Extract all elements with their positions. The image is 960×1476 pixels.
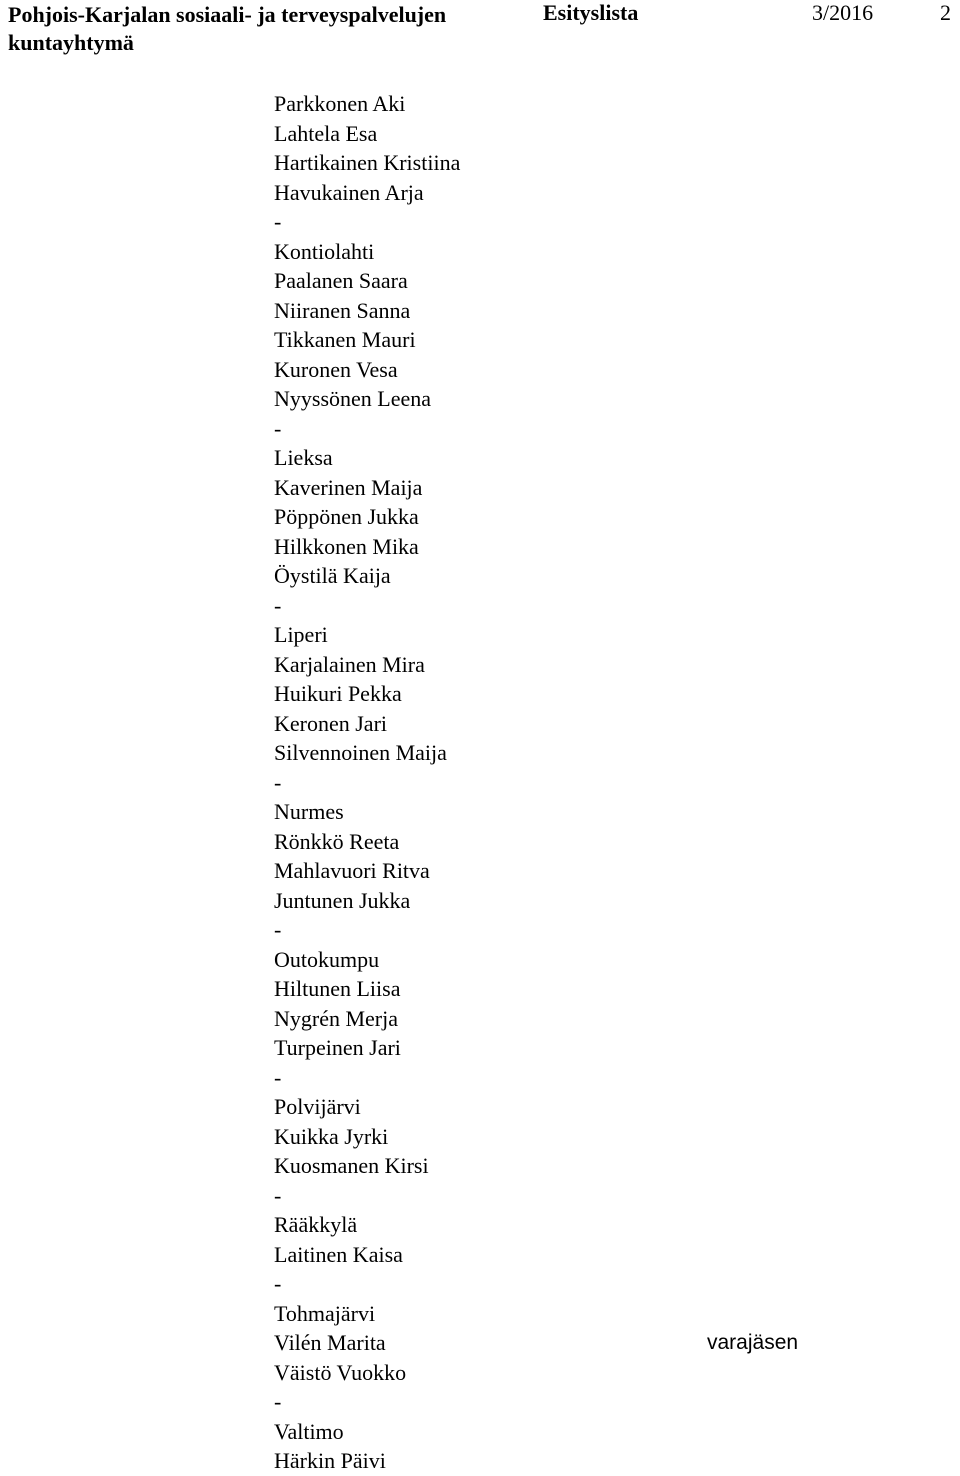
list-item-text: Lahtela Esa [274,120,378,146]
list-item-text: - [274,1271,282,1296]
list-item-text: Paalanen Saara [274,268,408,293]
list-item [274,1210,934,1240]
list-item [274,856,934,886]
list-item-text: - [274,917,282,942]
list-item [274,945,934,975]
list-item [274,1092,934,1122]
list-item [274,443,934,473]
list-item-text: Turpeinen Jari [274,1035,401,1060]
list-item-text: Huikuri Pekka [274,681,402,706]
list-item [274,1328,934,1358]
list-item [274,266,934,296]
list-item [274,650,934,680]
list-item-text: Kontiolahti [274,238,375,264]
list-item [274,325,934,355]
list-item-text: Väistö Vuokko [274,1359,407,1385]
list-item-text: Nurmes [274,799,344,824]
list-item-text: Pöppönen Jukka [274,504,419,529]
list-item-text: - [274,415,282,441]
list-item [274,414,934,444]
list-item [274,355,934,385]
list-item [274,207,934,237]
list-item [274,1122,934,1152]
list-item-text: - [274,1182,282,1208]
list-item-text: Kuronen Vesa [274,356,398,382]
list-item-text: Karjalainen Mira [274,651,425,677]
list-item-text: Valtimo [274,1418,344,1444]
list-item [274,709,934,739]
list-item [274,561,934,591]
list-item-text: - [274,1064,282,1090]
list-item-text: Hartikainen Kristiina [274,150,461,175]
list-item [274,591,934,621]
list-item-text: Kuosmanen Kirsi [274,1153,429,1178]
page-header [0,0,960,60]
list-item-text: - [274,592,282,618]
list-item-text: Hiltunen Liisa [274,976,401,1001]
list-item-text: Lieksa [274,445,333,470]
list-item-text: Hilkkonen Mika [274,533,419,559]
list-item [274,1063,934,1093]
list-item [274,473,934,503]
list-item [274,89,934,119]
list-item-text: Tikkanen Mauri [274,327,416,352]
list-item [274,119,934,149]
document-number: 3/2016 [812,0,874,25]
list-item-text: Silvennoinen Maija [274,740,447,765]
list-item [274,1004,934,1034]
list-item [274,738,934,768]
list-item [274,1269,934,1299]
list-item [274,532,934,562]
list-item [274,1299,934,1329]
list-item [274,1181,934,1211]
list-item [274,886,934,916]
list-item [274,1417,934,1447]
member-list [274,89,934,1476]
list-item [274,827,934,857]
list-item-text: Kaverinen Maija [274,474,423,500]
list-item [274,768,934,798]
list-item [274,1033,934,1063]
list-item-text: Rääkkylä [274,1212,358,1237]
list-item-text: - [274,209,282,234]
list-item-text: Vilén Marita [274,1330,386,1355]
list-item-text: Nygrén Merja [274,1005,399,1031]
list-item-text: Laitinen Kaisa [274,1241,403,1267]
list-item-text: Outokumpu [274,946,380,972]
list-item-text: Parkkonen Aki [274,91,406,116]
page-number: 2 [940,0,951,25]
list-item-text: - [274,769,282,795]
list-item [274,502,934,532]
list-item [274,1151,934,1181]
list-item [274,1387,934,1417]
list-item-text: Liperi [274,622,328,647]
list-item [274,1358,934,1388]
list-item-text: Juntunen Jukka [274,887,411,913]
list-item [274,178,934,208]
member-role: varajäsen [707,1331,799,1354]
list-item-text: Öystilä Kaija [274,563,391,588]
document-type: Esityslista [543,0,639,25]
list-item [274,915,934,945]
list-item-text: Keronen Jari [274,710,388,736]
list-item-text: Rönkkö Reeta [274,828,400,854]
list-item-text: Havukainen Arja [274,179,424,205]
list-item [274,797,934,827]
list-item [274,384,934,414]
list-item-text: - [274,1389,282,1414]
organization-name: Pohjois-Karjalan sosiaali- ja terveyspalvelujen kuntayhtymä [8,2,447,55]
list-item-text: Niiranen Sanna [274,297,411,323]
list-item-text: Kuikka Jyrki [274,1123,389,1149]
list-item [274,148,934,178]
list-item [274,679,934,709]
list-item [274,237,934,267]
list-item [274,296,934,326]
list-item [274,1240,934,1270]
list-item-text: Nyyssönen Leena [274,386,432,411]
list-item [274,974,934,1004]
list-item [274,620,934,650]
list-item-text: Mahlavuori Ritva [274,858,430,883]
list-item [274,1446,934,1476]
list-item-text: Polvijärvi [274,1094,361,1119]
list-item-text: Tohmajärvi [274,1300,376,1326]
list-item-text: Härkin Päivi [274,1448,386,1473]
